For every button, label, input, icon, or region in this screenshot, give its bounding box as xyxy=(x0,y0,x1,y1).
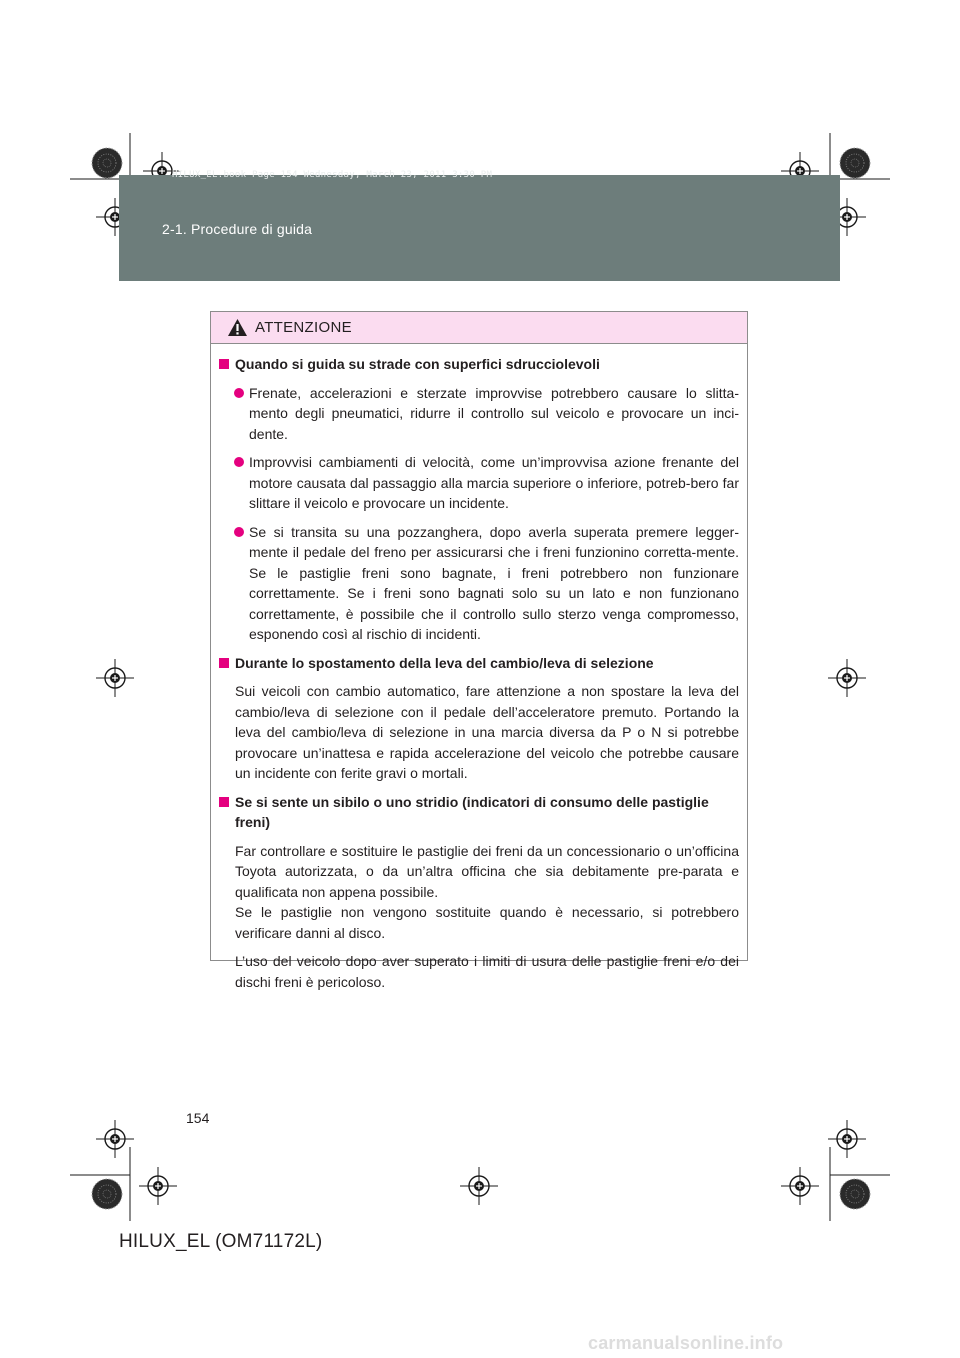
paragraph: Sui veicoli con cambio automatico, fare attenzione a non spostare la leva del cambio/leva di selezione con il pedale dell’acceleratore premuto. Portando la leva del cambio/leva di selezione in una marcia diversa da P o N si potrebbe provocare un’inattesa e rapida accelerazione del veicolo che potrebbe causare un incidente con ferite gravi o mortali. xyxy=(235,683,739,781)
paragraph: L’uso del veicolo dopo aver superato i limiti di usura delle pastiglie freni e/o dei dischi freni è pericoloso. xyxy=(235,953,739,990)
warning-body xyxy=(211,344,747,992)
square-bullet-icon xyxy=(219,359,229,369)
square-bullet-icon xyxy=(219,797,229,807)
page-number: 154 xyxy=(186,1110,210,1126)
square-bullet-icon xyxy=(219,658,229,668)
section-heading: Quando si guida su strade con superfici sdrucciolevoli xyxy=(219,354,739,375)
warning-triangle-icon xyxy=(227,318,248,337)
section-heading: Se si sente un sibilo o uno stridio (indicatori di consumo delle pastiglie freni) xyxy=(219,792,739,833)
manual-code: HILUX_EL (OM71172L) xyxy=(119,1231,323,1252)
website-watermark: carmanualsonline.info xyxy=(588,1333,784,1353)
paragraph: Far controllare e sostituire le pastiglie dei freni da un concessionario o un’officina Toyota autorizzata, o da un’altra officina che sia debitamente pre-parata e qualificata non appena possibile. xyxy=(235,842,739,900)
warning-box xyxy=(210,311,748,990)
section-title: 2-1. Procedure di guida xyxy=(162,221,313,237)
list-item: Improvvisi cambiamenti di velocità, come un’improvvisa azione frenante del motore causata dal passaggio alla marcia superiore o inferiore, potreb-bero far slittare il veicolo e provocare un incidente. xyxy=(219,452,739,514)
list-item: Frenate, accelerazioni e sterzate improvvise potrebbero causare lo slitta-mento degli pneumatici, ridurre il controllo sul veicolo e provocare un inci-dente. xyxy=(219,383,739,445)
paragraph: Se le pastiglie non vengono sostituite quando è necessario, si potrebbero verificare danni al disco. xyxy=(235,904,739,941)
print-stamp: HILUX_EL.book Page 154 Wednesday, March 23, 2011 3:30 PM xyxy=(172,170,493,180)
warning-header xyxy=(211,312,747,344)
circle-bullet-icon xyxy=(234,457,244,467)
circle-bullet-icon xyxy=(234,388,244,398)
warning-label: ATTENZIONE xyxy=(255,319,352,336)
list-item: Se si transita su una pozzanghera, dopo averla superata premere legger-mente il pedale del freno per assicurarsi che i freni funzionino corretta-mente. Se le pastiglie freni sono bagnate, i freni potrebbero non funzionare correttamente. Se i freni sono bagnati solo su un lato e non funzionano correttamente, è possibile che il controllo sullo sterzo venga compromesso, esponendo così al rischio di incidenti. xyxy=(219,522,739,645)
circle-bullet-icon xyxy=(234,527,244,537)
section-heading: Durante lo spostamento della leva del cambio/leva di selezione xyxy=(219,653,739,674)
